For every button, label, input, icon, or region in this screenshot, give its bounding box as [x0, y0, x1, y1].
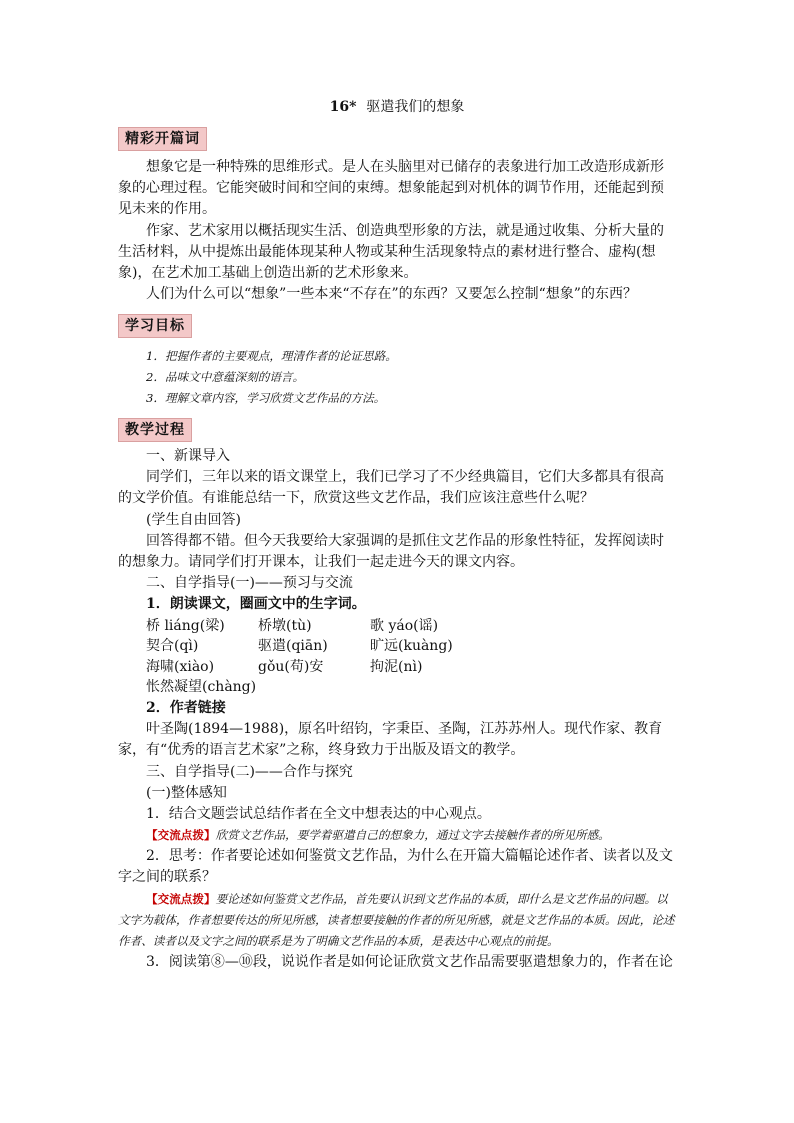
answer-tag: 【交流点拨】 [146, 891, 216, 906]
vocab-item: 怅然凝望(chàng) [146, 679, 257, 696]
vocab-item: 拘泥(nì) [370, 658, 423, 675]
goal-item: 2．品味文中意蕴深刻的语言。 [146, 370, 305, 384]
section-heading: 一、新课导入 [146, 448, 230, 464]
subsection-heading: 2．作者链接 [146, 700, 226, 716]
vocab-item: 契合(qì) [146, 638, 199, 655]
intro-paragraph: 想象它是一种特殊的思维形式。是人在头脑里对已储存的表象进行加工改造形成新形象的心理过程。它能突破时间和空间的束缚。想象能起到对机体的调节作用，还能起到预见未来的作用。 [118, 159, 664, 218]
process-section [118, 418, 676, 973]
lesson-number: 16* [329, 99, 357, 115]
page-title [0, 96, 794, 116]
vocab-item: gǒu(苟)安 [258, 658, 324, 675]
answer [118, 889, 676, 952]
goals-tag: 学习目标 [118, 314, 192, 338]
intro-paragraph: 作家、艺术家用以概括现实生活、创造典型形象的方法，就是通过收集、分析大量的生活材料，从中提炼出最能体现某种人物或某种生活现象特点的素材进行整合、虚构(想象)，在艺术加工基础上创造出新的艺术形象来。 [118, 222, 664, 282]
goal-item: 1．把握作者的主要观点，理清作者的论证思路。 [146, 349, 397, 363]
intro-tag: 精彩开篇词 [118, 127, 207, 151]
vocab-item: 歌 yáo(谣) [370, 617, 439, 634]
vocab-item: 旷远(kuàng) [370, 638, 453, 655]
answer-text: 欣赏文艺作品，要学着驱遣自己的想象力，通过文字去接触作者的所见所感。 [215, 828, 610, 843]
vocab-grid [118, 616, 676, 698]
goal-item: 3．理解文章内容，学习欣赏文艺作品的方法。 [146, 391, 386, 405]
section-heading: 三、自学指导(二)——合作与探究 [146, 763, 353, 780]
vocab-item: 桥墩(tù) [258, 617, 312, 634]
answer-tag: 【交流点拨】 [146, 828, 216, 843]
vocab-item: 桥 liáng(梁) [146, 617, 225, 634]
body-paragraph: 回答得都不错。但今天我要给大家强调的是抓住文艺作品的形象性特征，发挥阅读时的想象力。请同学们打开课本，让我们一起走进今天的课文内容。 [118, 532, 664, 571]
subsection-heading: (一)整体感知 [146, 784, 227, 801]
lesson-title: 驱遣我们的想象 [366, 99, 465, 115]
question: 1．结合文题尝试总结作者在全文中想表达的中心观点。 [146, 806, 491, 823]
body-paragraph: (学生自由回答) [146, 511, 241, 528]
question: 3．阅读第⑧—⑩段，说说作者是如何论证欣赏文艺作品需要驱遣想象力的，作者在论 [146, 953, 673, 970]
section-heading: 二、自学指导(一)——预习与交流 [146, 575, 353, 592]
intro-paragraph: 人们为什么可以“想象”一些本来“不存在”的东西？又要怎么控制“想象”的东西？ [146, 286, 637, 303]
body-paragraph: 同学们，三年以来的语文课堂上，我们已学习了不少经典篇目，它们大多都具有很高的文学价值。有谁能总结一下，欣赏这些文艺作品，我们应该注意些什么呢？ [118, 469, 664, 507]
answer-text: 要论述如何鉴赏文艺作品，首先要认识到文艺作品的本质，即什么是文艺作品的问题。以文字为载体，作者想要传达的所见所感，读者想要接触的作者的所见所感，就是文艺作品的本质。因此，论述作者、读者以及文字之间的联系是为了明确文艺作品的本质，是表达中心观点的前提。 [118, 891, 675, 948]
author-paragraph: 叶圣陶(1894—1988)，原名叶绍钧，字秉臣、圣陶，江苏苏州人。现代作家、教育家，有“优秀的语言艺术家”之称，终身致力于出版及语文的教学。 [118, 721, 663, 759]
question: 2．思考：作者要论述如何鉴赏文艺作品，为什么在开篇大篇幅论述作者、读者以及文字之间的联系？ [118, 848, 673, 886]
goals-section [118, 314, 676, 409]
intro-section [118, 127, 676, 305]
subsection-heading: 1．朗读课文，圈画文中的生字词。 [146, 596, 366, 613]
vocab-item: 驱遣(qiān) [258, 638, 328, 655]
vocab-item: 海啸(xiào) [146, 658, 215, 675]
process-tag: 教学过程 [118, 418, 192, 442]
answer [118, 825, 676, 846]
